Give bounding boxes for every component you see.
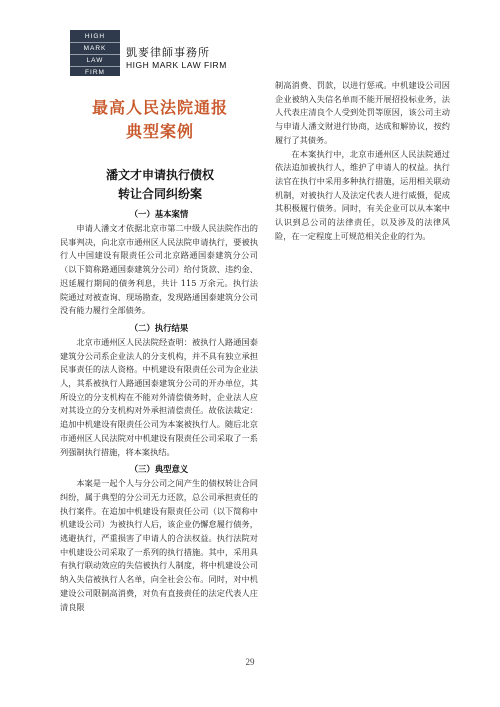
- case-title-line-1: 潘文才申请执行债权: [105, 168, 214, 182]
- logo-line: MARK: [70, 43, 120, 55]
- logo-line: FIRM: [85, 69, 105, 76]
- left-column: [60, 204, 258, 614]
- significance-paragraph: 本案是一起个人与分公司之间产生的债权转让合同纠纷，属于典型的分公司无力还款，总公司承担责任的执行案件。在追加中机建设有限责任公司（以下简称中机建设公司）为被执行人后，该企业仍懈怠履行债务，逃避执行，严重损害了申请人的合法权益。执行法院对中机建设公司采取了一系列的执行措施。其中，采用具有执行联动效应的失信被执行人制度，将中机建设公司纳入失信被执行人名单，向全社会公布。同时，对中机建设公司限制高消费，对负有直接责任的法定代表人庄清良限: [60, 478, 258, 612]
- logo-line: HIGH: [70, 31, 120, 43]
- title-line-1: 最高人民法院通报: [91, 98, 228, 117]
- right-column: [275, 79, 450, 243]
- firm-name-english: HIGH MARK LAW FIRM: [126, 60, 227, 70]
- section-heading-execution-result: （二）执行结果: [129, 322, 189, 333]
- section-heading-basic-facts: （一）基本案情: [129, 209, 189, 219]
- firm-logo: [70, 30, 120, 76]
- case-title-line-2: 转让合同纠纷案: [117, 187, 202, 201]
- significance-continued-paragraph: 制高消费、罚款，以进行惩戒。中机建设公司因企业被纳入失信名单而不能开展招投标业务，法人代表庄清良个人受到处罚等原因，该公司主动与申请人潘文财进行协商，达成和解协议，按约履行了其债务。: [275, 80, 450, 145]
- basic-facts-paragraph: 申请人潘文才依据北京市第二中级人民法院作出的民事判决，向北京市通州区人民法院申请执行，要被执行人中国建设有限责任公司北京路通国泰建筑分公司（以下简称路通国泰建筑分公司）给付货款、违约金、迟延履行期间的债务利息，共计 115 万余元。执行法院通过对被查询、现场勘查，发现路通国泰建筑分公司没有能力履行全部债务。: [60, 223, 258, 316]
- firm-name-chinese: 凱麥律師事務所: [126, 46, 210, 59]
- section-heading-significance: （三）典型意义: [129, 464, 189, 475]
- title-line-2: 典型案例: [125, 122, 194, 141]
- execution-result-paragraph: 北京市通州区人民法院经查明：被执行人路通国泰建筑分公司系企业法人的分支机构，并不具有独立承担民事责任的法人资格。中机建设有限责任公司为企业法人，其系被执行人路通国泰建筑分公司的开办单位，其所设立的分支机构在不能对外清偿债务时，企业法人应对其设立的分支机构对外承担清偿责任。故依法裁定：追加中机建设有限责任公司为本案被执行人。随后北京市通州区人民法院对中机建设有限责任公司采取了一系列强制执行措施，将本案执结。: [60, 336, 258, 457]
- case-title: [60, 166, 260, 204]
- logo-line: LAW: [70, 55, 120, 67]
- page-title: [60, 96, 260, 144]
- conclusion-paragraph: 在本案执行中，北京市通州区人民法院通过依法追加被执行人，维护了申请人的权益。执行法官在执行中采用多种执行措施，运用相关联动机制，对被执行人及法定代表人进行威慑，促成其积极履行债务。同时，有关企业可以从本案中认识到总公司的法律责任，以及涉及的法律风险，在一定程度上可规范相关企业的行为。: [275, 148, 450, 241]
- page-number: 29: [245, 657, 255, 667]
